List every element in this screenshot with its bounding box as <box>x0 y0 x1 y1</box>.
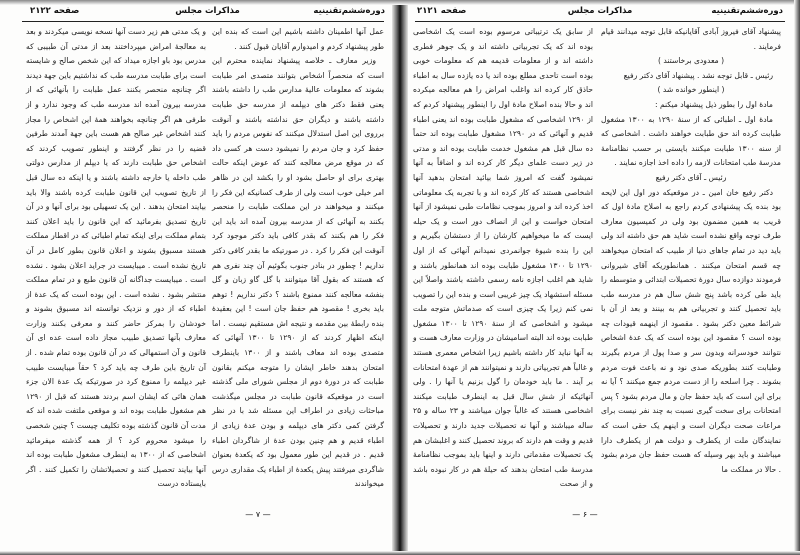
paragraph: عمل آنها اطمینان داشته باشیم این است که بنده این طور پیشنهاد کردم و امیدوارم آقایان قبول کنند . <box>212 27 384 51</box>
paragraph: دکتر رفیع خان امین ـ در موقعیکه دور اول این لایحه بود بنده یک پیشنهادی کردم راجع به اصلاح مادهٔ اول که قریب به همین مضمون بود ولی در کمیسیون معارف طرف توجه واقع نشده است شاید هم حق داشته اند ولی باید دید در تمام جاهای دنیا از طبیب که امتحان میخواهند چه قسم امتحان میکنند . همانطوریکه آقای شیروانی فرمودند دوازده سال دورهٔ تحصیلات ابتدائی و متوسطه را باید طی کرده باشد پنج شش سال هم در مدرسه طب باید تحصیل کنند و تجربیاتی هم به بینند و بعد از آن با شرائط معین دکتر بشود . مقصود از اینهمه قیودات چه بوده است ؟ مقصود این بوده است که یک عدهٔ اشخاص نتوانند خودسرانه وبدون سر و صدا پول از مردم بگیرند وطبابت کنند بطوریکه صدی نود و نه باعث فوت مردم بشوند . چرا اسلحه را از دست مردم جمع میکنند ؟ آیا نه برای این است که باید حفظ جان و مال مردم بشود ؟ پس امتحانات برای سخت گیری نسبت به چند نفر نیست برای مراعات صحت دیگران است و اینهم یک حقی است که نمایندگان ملت از یکطرف و دولت هم از یکطرف دارا میباشند و باید بهر وسیله که هست حفظ جان مردم بشود . حالا در مملکت ما <box>601 187 781 474</box>
text-column-left <box>413 25 593 492</box>
paragraph: مادهٔ اول را بطور ذیل پیشنهاد میکنم : <box>654 99 773 109</box>
header-title: مذاکرات مجلس <box>567 6 633 16</box>
stage-note: ( معدودی برخاستند ) <box>657 56 725 66</box>
page-header <box>30 6 385 20</box>
paragraph: وزیر معارف ـ خلاصه پیشنهاد نماینده محترم این است که منحصراً اشخاص بتوانند متصدی امر طبابت بشوند که معلومات عالیهٔ مدارس طب را داشته باشند یعنی فقط دکتر های دیپلمه از مدرسه حق طبابت داشته باشند و دیگران حق نداشته باشند و آنوقت برروی این اصل استدلال میکنند که نفوس مردم را باید حفظ کرد و جان مردم را نمیشود دست هر کسی داد که در موقع مرض معالجه کنند که عوض اینکه حالت بهتری برای او حاصل بشود او را بکشد این در ظاهر امر خیلی خوب است ولی از طرف کسانیکه این فکر را میکنند و میخواهند در این مملکت طبابت را منحصر بکنند به آنهائی که از مدرسه بیرون آمده اند باید این فکر را هم بکنند که بقدر کافی باید دکتر موجود کرد آنوقت این فکر را کرد . در صورتیکه ما بقدر کافی دکتر نداریم ! چطور در بنادر جنوب بگوئیم آن چند نفری هم که هستند که بقول آقا میتوانند با گل گاو زبان و گل بنفشه معالجه کنند ممنوع باشند ؟ دکتر نداریم ! توهم باید بخری ! مقصود هم حفظ جان است ! این بعقیدهٔ بنده رابطهٔ بین مقدمه و نتیجه اش مستقیم نیست . اما اینکه اظهار کردند که از ۱۲۹۰ تا ۱۳۰۰ آنهائی که متصدی بوده اند معاف باشند و از ۱۳۰۰ باینطرف امتحان بدهند خاطر ایشان را متوجه میکنم بقانون طبابت که در دورهٔ دوم از مجلس شورای ملی گذشته است در موقعیکه قانون طبابت در مجلس میگذشت مباحثات زیادی در اطراف این مسئله شد با در نظر گرفتن کمی دکتر های دیپلمه و بودن عدهٔ زیادی از اطباء قدیم و هم چنین بودن عدهٔ از شاگردان اطباء قدیم . در قدیم این طور معمول بود که یکعدهٔ بعنوان شاگردی میرفتند پیش یکعدهٔ از اطباء یک مقداری درس میخواندند <box>212 56 384 489</box>
paragraph: پیشنهاد آقای فیروز آبادی آقایانیکه قابل توجه میدانند قیام فرمایند . <box>601 27 781 51</box>
header-rule <box>22 21 384 22</box>
header-period: دوره‌ششم‌تقنینیه <box>711 6 783 16</box>
scan-edge-bottom <box>0 551 800 555</box>
header-page-number: صفحه ۲۱۲۱ <box>417 6 467 16</box>
speaker-line: رئیس ـ آقای دکتر رفیع <box>655 172 727 182</box>
scan-edge-top <box>0 0 800 5</box>
header-page-number: صفحه ۲۱۲۲ <box>30 6 80 16</box>
right-page <box>403 0 800 555</box>
header-rule <box>415 21 785 22</box>
page-folio: — ۷ — <box>245 510 271 519</box>
text-column-right <box>212 25 384 492</box>
paragraph: و یک مدتی هم زیر دست آنها نسخه نویسی میکردند و بعد به معالجهٔ امراض میپرداختند بعد از مدتی آن طبیبی که مدرس بود باو اجازه میداد که این شخص صالح و شایسته است برای طبابت مدرسه طب که نداشتیم باین جهة دیدند اگر چنانچه منحصر بکنند عمل طبابت را بآنهائی که از مدرسه بیرون آمده اند مدرسه طب که وجود ندارد و از طرفی هم اگر چنانچه بخواهند همهٔ این اشخاص را مجاز کنند اشخاص غیر صالح هم هست باین جهة آمدند طرفین قضیه را در نظر گرفتند و اینطور تصویب کردند که اشخاص حق طبابت دارند که یا دیپلم از مدارس دولتی طب داخله یا خارجه داشته باشند و یا اینکه ده سال قبل از تاریخ تصویب این قانون طبابت کرده باشند والا باید بیایند امتحان بدهند . این یک تسهیلی بود برای آنها و در آن تاریخ تصدیق بفرمائید که این قانون را باید اعلان کنند بتمام مملکت برای اینکه تمام اطبائی که در اقطار مملکت هستند مسبوق بشوند و اعلان قانون بطور کامل در آن تاریخ نشده است . میبایست در جراید اعلان بشود . نشده است . میبایست جداگانه آن قانون طبع و در تمام مملکت منتشر بشود . نشده است . این بوده است که یک عدهٔ از اطباء که از دور و نزدیک توانسته اند مسبوق بشوند و خودشان را بمرکز حاضر کنند و معرفی بکنند وزارت معارف بآنها تصدیق طبیب مجاز داده است عده ای آن قانون و آن استمهالی که در آن قانون بوده تمام شده . از آن تاریخ باین طرف چه باید کرد ؟ حقاً میبایست طبیب غیر دیپلمه را ممنوع کرد در صورتیکه یک عدهٔ الان جزء همان هائی که ایشان اسم بردند هستند که قبل از ۱۲۹۰ هم مشغول طبابت بوده اند و موقعی ملتفت شده اند که مدت آن قانون گذشته بوده تکلیف چیست ؟ چنین شخصی را میشود محروم کرد ؟ از همه گذشته میفرمائید اشخاصی که از ۱۳۰۰ به اینطرف مشغول طبابت بوده اند آنها بیایند تحصیل کنند و تحصیلاتشان را تکمیل کنند . اگر بایستاده درست <box>26 27 207 489</box>
header-title: مذاکرات مجلس <box>175 6 240 16</box>
text-column-right <box>601 25 781 477</box>
paragraph: از سابق یک ترتیباتی مرسوم بوده است یک اشخاصی بوده اند که یک تجربیاتی داشته اند و یک جوهر فطری داشته اند و از معلومات قدیمه هم که معلومات خوبی بوده است تاحدی مطلع بوده اند یا ده یازده سال به اطباء حاذق کار کرده اند واغلب امراض را هم معالجه میکرده اند و حالا بنده اصلاح مادهٔ اول را اینطور پیشنهاد کردم که از ۱۲۹۰ اشخاصی که مشغول طبابت بوده اند یعنی اطباء قدیم و آنهائی که در ۱۲۹۰ مشغول طبابت بوده اند حتماً ده سال قبل هم مشغول خدمت طبابت بوده اند و مدتی در زیر دست علمای دیگر کار کرده اند و اضافاً به آنها نمیشود گفت که امروز شما بیائید امتحان بدهید آنها اشخاصی هستند که کار کرده اند و با تجربه یک معلوماتی اخذ کرده اند و امروز بموجب نظامات طبی نمیشود از آنها امتحان خواست و این از انصاف دور است و یک حیله ایست که ما میخواهیم کارشان را از دستشان بگیریم و این را بنده شیوهٔ جوانمردی نمیدانم آنهائی که از اول ۱۲۹۰ تا ۱۳۰۰ مشغول طبابت بوده اند همانطور باشند و شاید هم اغلب اجازه نامه رسمی داشته باشند واصلاً این مسئله استشهاد یک چیز غریبی است و بنده این را تصویب نمی کنم زیرا یک چیزی است که صدماتش متوجه ملت میشود و اشخاصی که از سنهٔ ۱۲۹۰ تا ۱۳۰۰ مشغول طبابت بوده اند البته اسامیشان در وزارت معارف هست و به آنها نباید کار داشته باشیم زیرا اشخاص معمری هستند و غالباً هم تجربیاتی دارند و نمیتوانند هم از عهدهٔ امتحانات بر آیند . ما باید خودمان را گول بزنیم یا آنها را . ولی آنهائیکه از شش سال قبل به اینطرف طبابت میکنند اشخاصی هستند که غالباً جوان میباشند و ۲۳ ساله و ۲۵ ساله میباشند و آنها نه تحصیلات جدید دارند و تحصیلات قدیم و وقت هم دارند که بروند تحصیل کنند و اغلبشان هم یک تحصیلات مقدماتی دارند و اینها باید بموجب نظامنامهٔ مدرسهٔ طب امتحان بدهند که حیلهٔ هم در کار نبوده باشد و از صحت <box>413 27 593 489</box>
left-page <box>0 0 398 555</box>
proposal-text: مادهٔ اول ـ اطبائی که از سنهٔ ۱۲۹۰ به ۱۳۰۰ مشغول طبابت کرده اند حق طبابت خواهند داشت . اشخاصی که از سنه ۱۳۰۰ طبابت میکنند بایستی بر حسب نظامنامهٔ مدرسهٔ طب امتحانات لازمه را داده اخذ اجازه نمایند . <box>601 114 781 168</box>
stage-note: ( اینطور خوانده شد ) <box>657 85 725 95</box>
scan-edge-right <box>794 0 800 555</box>
header-period: دوره‌ششم‌تقنینیه <box>313 6 385 16</box>
text-column-left <box>26 25 206 492</box>
page-folio: — ۶ — <box>572 510 598 519</box>
speaker-line: رئیس ـ قابل توجه نشد . پیشنهاد آقای دکتر رفیع <box>623 70 773 80</box>
book-gutter <box>392 0 408 555</box>
page-header <box>417 6 783 20</box>
